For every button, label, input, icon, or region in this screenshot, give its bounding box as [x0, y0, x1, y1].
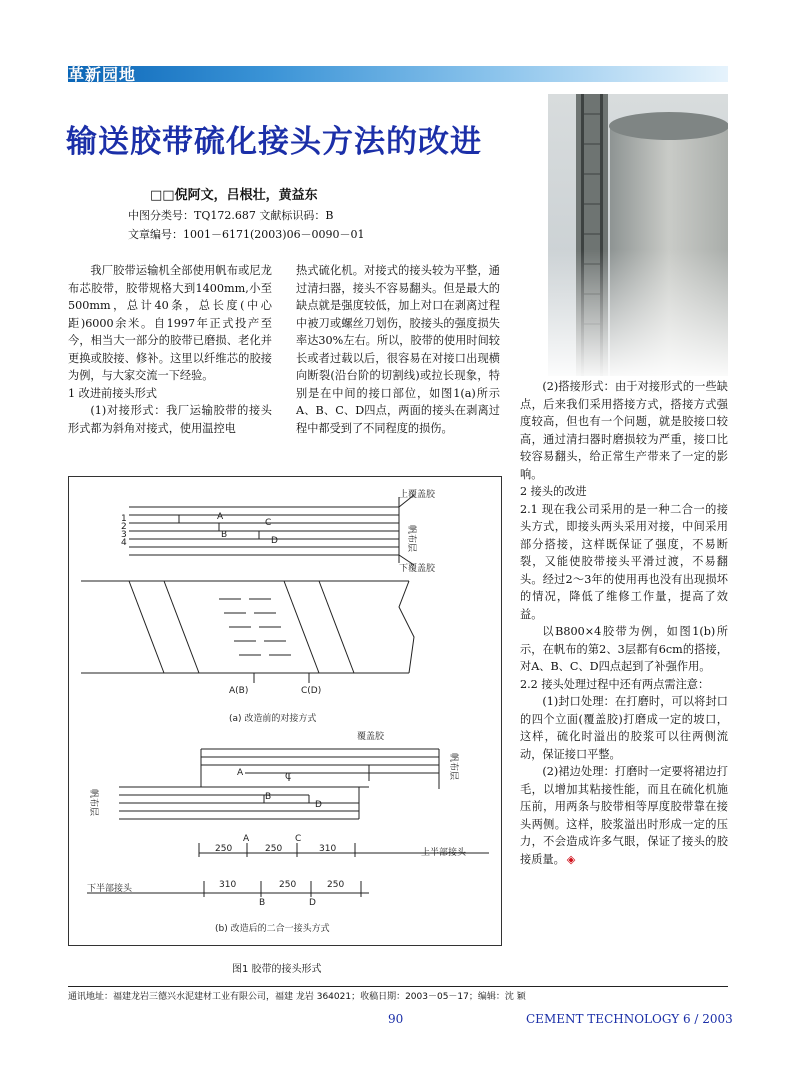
fig-a-point-c: C — [265, 518, 272, 528]
fig-b-dim-point-c: C — [295, 834, 302, 844]
fig-a-bottom-cover: 下覆盖胶 — [399, 564, 436, 574]
fig-a-point-d: D — [271, 536, 278, 546]
fig-b-cover: 覆盖胶 — [357, 732, 385, 742]
col1-heading1: 1 改进前接头形式 — [68, 386, 157, 400]
col3-para6-text: (2)裙边处理：打磨时一定要将裙边打毛，以增加其粘接性能，而且在硫化机施压前，用两条与胶带相等厚度胶带靠在接头两侧。这样，胶浆溢出时形成一定的压力，不会造成许多气眼，保证了接头的胶接质量。 — [520, 765, 728, 866]
clc-line: 中图分类号：TQ172.687 文献标识码：B — [128, 209, 334, 222]
figure-caption: 图1 胶带的接头形式 — [232, 964, 322, 975]
fig-b-canvas-layer-left: 帆布层 — [88, 789, 98, 817]
fig-b-canvas-layer-right: 帆布层 — [448, 753, 458, 781]
end-mark-icon: ◈ — [566, 852, 576, 866]
fig-a-canvas-layer: 帆布层 — [406, 525, 416, 553]
col3-para2: 2.1 现在我公司采用的是一种二合一的接头方式，即接头两头采用对接，中间采用部分搭接，这样既保证了强度，不易断裂，又能使胶带接头平滑过渡，不易翻头。经过2～3年的使用再也没有出现损坏的情况，降低了维修工作量，提高了效益。 — [520, 502, 728, 621]
footer-address: 通讯地址：福建龙岩三德兴水泥建材工业有限公司，福建 龙岩 364021；收稿日期：2003－05－17；编辑：沈 颖 — [68, 992, 526, 1002]
fig-b-dim-point-b: B — [259, 898, 266, 908]
silo-photo — [548, 94, 728, 376]
fig-b-lower-dim-1: 310 — [219, 880, 237, 890]
footer-rule — [68, 986, 728, 987]
column-2 — [296, 262, 500, 437]
fig-b-upper-label: 上半部接头 — [421, 848, 467, 858]
journal-name: CEMENT TECHNOLOGY 6 / 2003 — [526, 1012, 733, 1026]
article-number: 文章编号：1001－6171(2003)06－0090－01 — [128, 228, 365, 241]
section-label: 革新园地 — [68, 65, 137, 84]
fig-a-top-cover: 上覆盖胶 — [399, 490, 436, 500]
fig-a-layer-1: 1 — [121, 514, 127, 524]
fig-b-lower-dim-3: 250 — [327, 880, 345, 890]
col1-para2: (1)对接形式：我厂运输胶带的接头形式都为斜角对接式，使用温控电 — [68, 404, 272, 435]
column-3 — [520, 378, 728, 868]
col2-para1: 热式硫化机。对接式的接头较为平整，通过清扫器，接头不容易翻头。但是最大的缺点就是强度较低，加上对口在剥离过程中被刀或螺丝刀划伤，胶接头的强度损失率达30%左右。所以，胶带的使用时间较长或者过载以后，很容易在对接口出现横向断裂(沿台阶的切割线)或拉长现象，特别是在中间的接口部位，如图1(a)所示A、B、C、D四点，两面的接头在剥离过程中都受到了不同程度的损伤。 — [296, 264, 500, 435]
fig-b-lower-dim-2: 250 — [279, 880, 297, 890]
col3-para3: 以B800×4胶带为例，如图1(b)所示，在帆布的第2、3层都有6cm的搭接，对A、B、C、D四点起到了补强作用。 — [520, 625, 728, 673]
fig-b-lower-label: 下半部接头 — [87, 884, 133, 894]
col3-para6 — [520, 763, 728, 868]
fig-a-subcaption: (a) 改造前的对接方式 — [229, 714, 317, 724]
fig-b-subcaption: (b) 改造后的二合一接头方式 — [215, 924, 330, 934]
figure-1-drawing — [69, 477, 501, 945]
section-band — [68, 66, 728, 82]
fig-b-point-a: A — [237, 768, 244, 778]
fig-a-layer-3: 3 — [121, 530, 127, 540]
col1-para1: 我厂胶带运输机全部使用帆布或尼龙布芯胶带，胶带规格大到1400mm,小至500mm，总计40条，总长度(中心距)6000余米。自1997年正式投产至今，相当大一部分的胶带已磨损、老化并更换或胶接、修补。这里以纤维芯的胶接为例，与大家交流一下经验。 — [68, 264, 272, 382]
fig-a-point-a: A — [217, 512, 224, 522]
fig-b-point-b: B — [265, 792, 272, 802]
fig-b-point-d: D — [315, 800, 322, 810]
fig-a-point-b: B — [221, 530, 228, 540]
fig-a-layer-2: 2 — [121, 522, 127, 532]
col3-heading2: 2 接头的改进 — [520, 485, 587, 498]
fig-b-dim-point-d: D — [309, 898, 316, 908]
fig-b-upper-dim-1: 250 — [215, 844, 233, 854]
fig-a-plan-ab: A(B) — [229, 686, 249, 696]
fig-b-upper-dim-3: 310 — [319, 844, 337, 854]
column-1 — [68, 262, 272, 437]
fig-b-dim-point-a: A — [243, 834, 250, 844]
col3-para1: (2)搭接形式：由于对接形式的一些缺点，后来我们采用搭接方式，搭接方式强度较高，但也有一个问题，就是胶接口较高，通过清扫器时磨损较为严重，接口比较容易翻头，给正常生产带来了一定的影响。 — [520, 380, 728, 481]
fig-a-layer-4: 4 — [121, 538, 127, 548]
article-title: 输送胶带硫化接头方法的改进 — [66, 124, 482, 160]
col3-para4: 2.2 接头处理过程中还有两点需注意： — [520, 677, 710, 691]
col3-para5: (1)封口处理：在打磨时，可以将封口的四个立面(覆盖胶)打磨成一定的坡口，这样，硫化时溢出的胶浆可以往两侧流动，保证接口平整。 — [520, 695, 728, 761]
fig-b-point-c: C — [285, 772, 292, 782]
figure-1 — [68, 476, 502, 946]
fig-b-upper-dim-2: 250 — [265, 844, 283, 854]
author-byline: □□倪阿文，吕根壮，黄益东 — [150, 188, 318, 203]
page-number: 90 — [388, 1012, 404, 1026]
fig-a-plan-cd: C(D) — [301, 686, 322, 696]
